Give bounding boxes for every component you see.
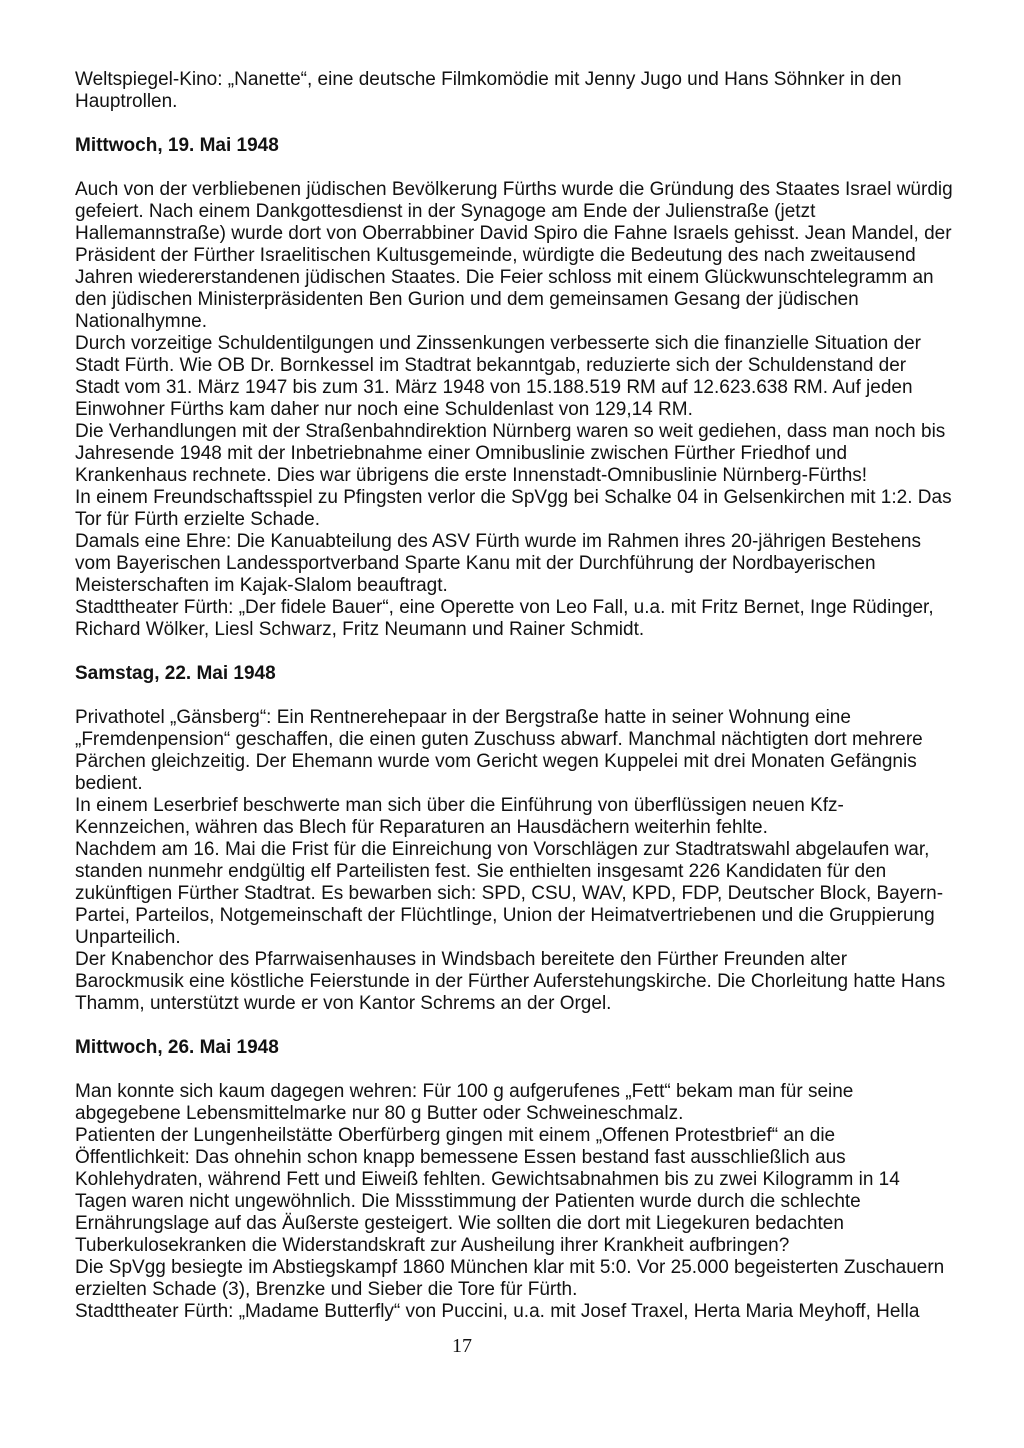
section-heading: Mittwoch, 26. Mai 1948: [75, 1037, 279, 1058]
section-1948-05-26: [75, 1037, 953, 1323]
page-number: 17: [452, 1335, 472, 1357]
paragraph: Die SpVgg besiegte im Abstiegskampf 1860 München klar mit 5:0. Vor 25.000 begeisterten Zuschauern erzielten Schade (3), Brenzke und Sieber die Tore für Fürth.: [75, 1257, 945, 1300]
intro-paragraph: Weltspiegel-Kino: „Nanette“, eine deutsche Filmkomödie mit Jenny Jugo und Hans Söhnker in den Hauptrollen.: [75, 69, 902, 112]
paragraph: Patienten der Lungenheilstätte Oberfürberg gingen mit einem „Offenen Protestbrief“ an die Öffentlichkeit: Das ohnehin schon knapp bemessene Essen bestand fast ausschließlich aus Kohlehydraten, während Fett und Eiweiß fehlten. Gewichtsabnahmen bis zu zwei Kilogramm in 14 Tagen waren nicht ungewöhnlich. Die Missstimmung der Patienten wurde durch die schlechte Ernährungslage auf das Äußerste gesteigert. Wie sollten die dort mit Liegekuren bedachten Tuberkulosekranken die Widerstandskraft zur Ausheilung ihrer Krankheit aufbringen?: [75, 1125, 900, 1256]
section-1948-05-22: [75, 663, 953, 1015]
paragraph: Man konnte sich kaum dagegen wehren: Für 100 g aufgerufenes „Fett“ bekam man für seine abgegebene Lebensmittelmarke nur 80 g Butter oder Schweineschmalz.: [75, 1081, 854, 1124]
paragraph: Privathotel „Gänsberg“: Ein Rentnerehepaar in der Bergstraße hatte in seiner Wohnung eine „Fremdenpension“ geschaffen, die einen guten Zuschuss abwarf. Manchmal nächtigten dort mehrere Pärchen gleichzeitig. Der Ehemann wurde vom Gericht wegen Kuppelei mit drei Monaten Gefängnis bedient.: [75, 707, 923, 794]
paragraph: Damals eine Ehre: Die Kanuabteilung des ASV Fürth wurde im Rahmen ihres 20-jährigen Bestehens vom Bayerischen Landessportverband Sparte Kanu mit der Durchführung der Nordbayerischen Meisterschaften im Kajak-Slalom beauftragt.: [75, 531, 921, 596]
paragraph: Durch vorzeitige Schuldentilgungen und Zinssenkungen verbesserte sich die finanzielle Situation der Stadt Fürth. Wie OB Dr. Bornkessel im Stadtrat bekanntgab, reduzierte sich der Schuldenstand der Stadt vom 31. März 1947 bis zum 31. März 1948 von 15.188.519 RM auf 12.623.638 RM. Auf jeden Einwohner Fürths kam daher nur noch eine Schuldenlast von 129,14 RM.: [75, 333, 922, 420]
paragraph: Stadttheater Fürth: „Madame Butterfly“ von Puccini, u.a. mit Josef Traxel, Herta Maria Meyhoff, Hella: [75, 1301, 920, 1322]
paragraph: Stadttheater Fürth: „Der fidele Bauer“, eine Operette von Leo Fall, u.a. mit Fritz Bernet, Inge Rüdinger, Richard Wölker, Liesl Schwarz, Fritz Neumann und Rainer Schmidt.: [75, 597, 934, 640]
paragraph: In einem Freundschaftsspiel zu Pfingsten verlor die SpVgg bei Schalke 04 in Gelsenkirchen mit 1:2. Das Tor für Fürth erzielte Schade.: [75, 487, 952, 530]
section-1948-05-19: [75, 135, 953, 641]
document-body: [75, 69, 953, 1323]
paragraph: Nachdem am 16. Mai die Frist für die Einreichung von Vorschlägen zur Stadtratswahl abgelaufen war, standen nunmehr endgültig elf Parteilisten fest. Sie enthielten insgesamt 226 Kandidaten für den zukünftigen Fürther Stadtrat. Es bewarben sich: SPD, CSU, WAV, KPD, FDP, Deutscher Block, Bayern-Partei, Parteilos, Notgemeinschaft der Flüchtlinge, Union der Heimatvertriebenen und die Gruppierung Unparteilich.: [75, 839, 944, 948]
paragraph: Die Verhandlungen mit der Straßenbahndirektion Nürnberg waren so weit gediehen, dass man noch bis Jahresende 1948 mit der Inbetriebnahme einer Omnibuslinie zwischen Fürther Friedhof und Krankenhaus rechnete. Dies war übrigens die erste Innenstadt-Omnibuslinie Nürnberg-Fürths!: [75, 421, 946, 486]
paragraph: Auch von der verbliebenen jüdischen Bevölkerung Fürths wurde die Gründung des Staates Israel würdig gefeiert. Nach einem Dankgottesdienst in der Synagoge am Ende der Julienstraße (jetzt Hallemannstraße) wurde dort von Oberrabbiner David Spiro die Fahne Israels gehisst. Jean Mandel, der Präsident der Fürther Israelitischen Kultusgemeinde, würdigte die Bedeutung des nach zweitausend Jahren wiedererstandenen jüdischen Staates. Die Feier schloss mit einem Glückwunschtelegramm an den jüdischen Ministerpräsidenten Ben Gurion und dem gemeinsamen Gesang der jüdischen Nationalhymne.: [75, 179, 953, 332]
paragraph: In einem Leserbrief beschwerte man sich über die Einführung von überflüssigen neuen Kfz-Kennzeichen, währen das Blech für Reparaturen an Hausdächern weiterhin fehlte.: [75, 795, 844, 838]
section-heading: Mittwoch, 19. Mai 1948: [75, 135, 279, 156]
section-heading: Samstag, 22. Mai 1948: [75, 663, 276, 684]
paragraph: Der Knabenchor des Pfarrwaisenhauses in Windsbach bereitete den Fürther Freunden alter Barockmusik eine köstliche Feierstunde in der Fürther Auferstehungskirche. Die Chorleitung hatte Hans Thamm, unterstützt wurde er von Kantor Schrems an der Orgel.: [75, 949, 946, 1014]
